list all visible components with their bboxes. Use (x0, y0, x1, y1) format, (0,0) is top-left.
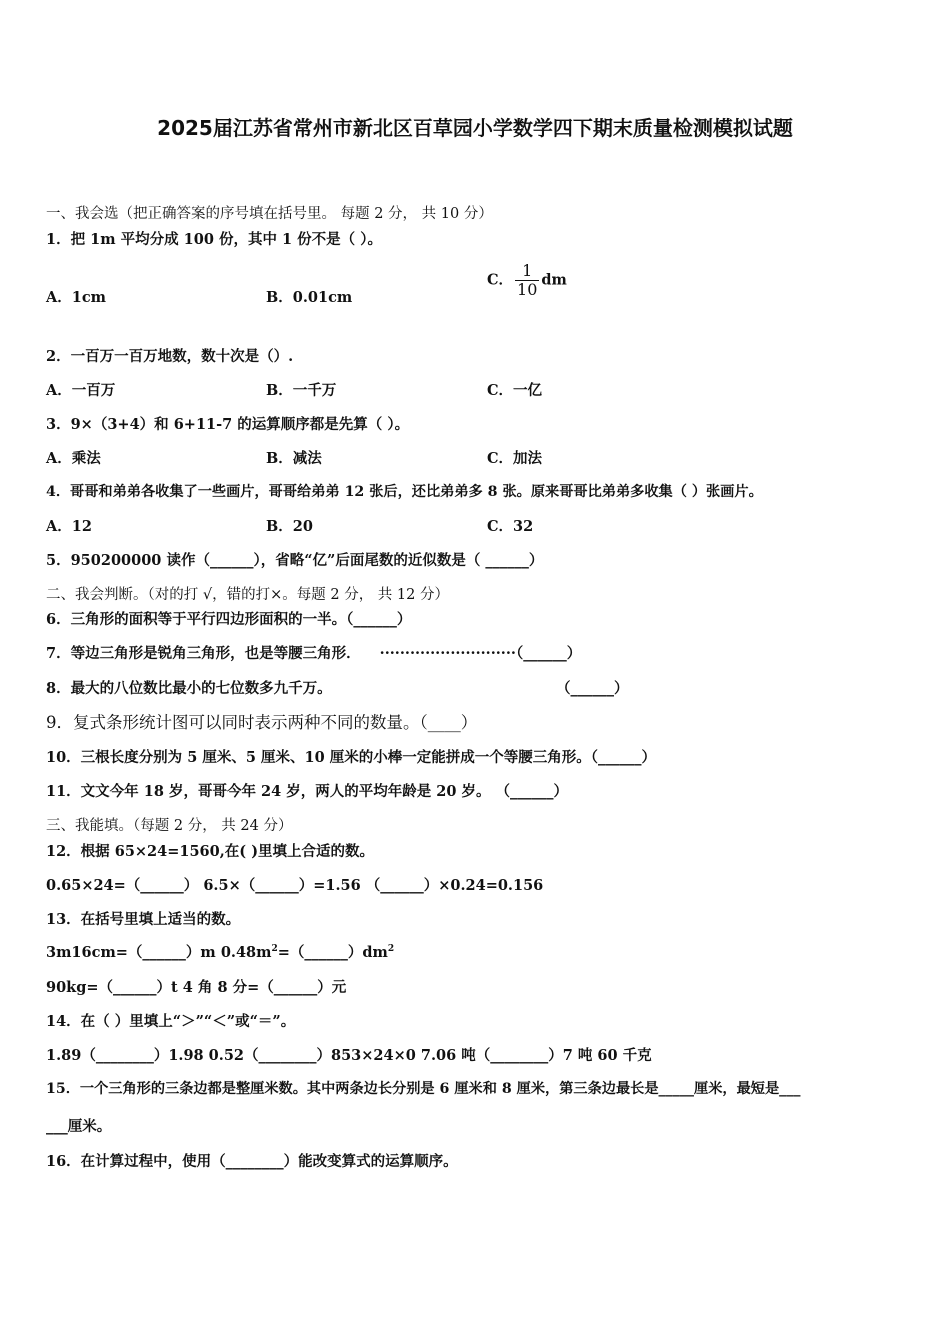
question-4: 4．哥哥和弟弟各收集了一些画片，哥哥给弟弟 12 张后，还比弟弟多 8 张。原来哥哥比弟弟多收集（ ）张画片。 (46, 484, 763, 500)
leader-dots: ··························· (379, 645, 516, 662)
question-15-line-2: ___厘米。 (46, 1118, 112, 1135)
question-15-line-1: 15．一个三角形的三条边都是整厘米数。其中两条边长分别是 6 厘米和 8 厘米，第三条边最长是_____厘米，最短是___ (46, 1081, 801, 1097)
q13-line-1-part-a: 3m16cm=（______）m 0.48m (46, 944, 272, 961)
question-12: 12．根据 65×24=1560,在( )里填上合适的数。 (46, 843, 375, 860)
fraction-denominator: 10 (517, 280, 538, 299)
q1-option-b: B．0.01cm (266, 289, 353, 306)
page-title: 2025届江苏省常州市新北区百草园小学数学四下期末质量检测模拟试题 (157, 116, 793, 140)
question-6: 6．三角形的面积等于平行四边形面积的一半。（______） (46, 611, 412, 628)
question-8-blank: （______） (556, 680, 629, 697)
superscript: 2 (387, 944, 395, 955)
fraction-numerator: 1 (522, 261, 533, 280)
q4-option-c: C．32 (487, 518, 534, 535)
question-7-text: 7．等边三角形是锐角三角形，也是等腰三角形． (46, 645, 361, 662)
question-13-line-1 (46, 941, 394, 962)
question-13-line-2: 90kg=（______）t 4 角 8 分=（______）元 (46, 979, 347, 996)
question-14-blanks: 1.89（________）1.98 0.52（________）853×24×0 7.06 吨（________）7 吨 60 千克 (46, 1047, 652, 1064)
q2-option-c: C．一亿 (487, 382, 543, 399)
question-2: 2．一百万一百万地数，数十次是（）. (46, 348, 294, 365)
question-10: 10．三根长度分别为 5 厘米、5 厘米、10 厘米的小棒一定能拼成一个等腰三角形。（______） (46, 749, 656, 766)
q4-option-b: B．20 (266, 518, 313, 535)
question-5: 5．950200000 读作（______），省略“亿”后面尾数的近似数是（ ______） (46, 552, 544, 569)
question-8: 8．最大的八位数比最小的七位数多九千万。 (46, 680, 332, 697)
q3-option-b: B．减法 (266, 450, 322, 467)
q1-option-c-prefix: C． (487, 271, 514, 289)
question-1: 1．把 1m 平均分成 100 份，其中 1 份不是（ ）。 (46, 231, 382, 248)
question-11: 11．文文今年 18 岁，哥哥今年 24 岁，两人的平均年龄是 20 岁。 （______） (46, 783, 569, 800)
question-9: 9．复式条形统计图可以同时表示两种不同的数量。（____） (46, 713, 478, 732)
section-3-heading: 三、我能填。（每题 2 分， 共 24 分） (46, 818, 293, 834)
q3-option-a: A．乘法 (46, 450, 101, 467)
q1-option-c-unit: dm (541, 271, 567, 289)
question-7 (46, 642, 581, 663)
fraction (515, 262, 539, 299)
superscript: 2 (271, 944, 278, 955)
question-16: 16．在计算过程中，使用（________）能改变算式的运算顺序。 (46, 1153, 458, 1170)
q1-option-a: A．1cm (46, 289, 107, 306)
question-12-blanks: 0.65×24=（______） 6.5×（______）=1.56 （______）×0.24=0.156 (46, 877, 544, 894)
question-13: 13．在括号里填上适当的数。 (46, 911, 241, 928)
q4-option-a: A．12 (46, 518, 92, 535)
q2-option-b: B．一千万 (266, 382, 337, 399)
q2-option-a: A．一百万 (46, 382, 116, 399)
q1-option-c (487, 262, 567, 299)
question-3: 3．9×（3+4）和 6+11-7 的运算顺序都是先算（ ）。 (46, 416, 410, 433)
q13-line-1-part-b: =（______）dm (277, 944, 388, 961)
section-2-heading: 二、我会判断。（对的打 √，错的打×。每题 2 分， 共 12 分） (46, 587, 449, 603)
question-7-blank: （______） (515, 645, 582, 662)
section-1-heading: 一、我会选（把正确答案的序号填在括号里。 每题 2 分， 共 10 分） (46, 206, 493, 222)
q3-option-c: C．加法 (487, 450, 543, 467)
question-14: 14．在（ ）里填上“＞”“＜”或“＝”。 (46, 1013, 296, 1030)
